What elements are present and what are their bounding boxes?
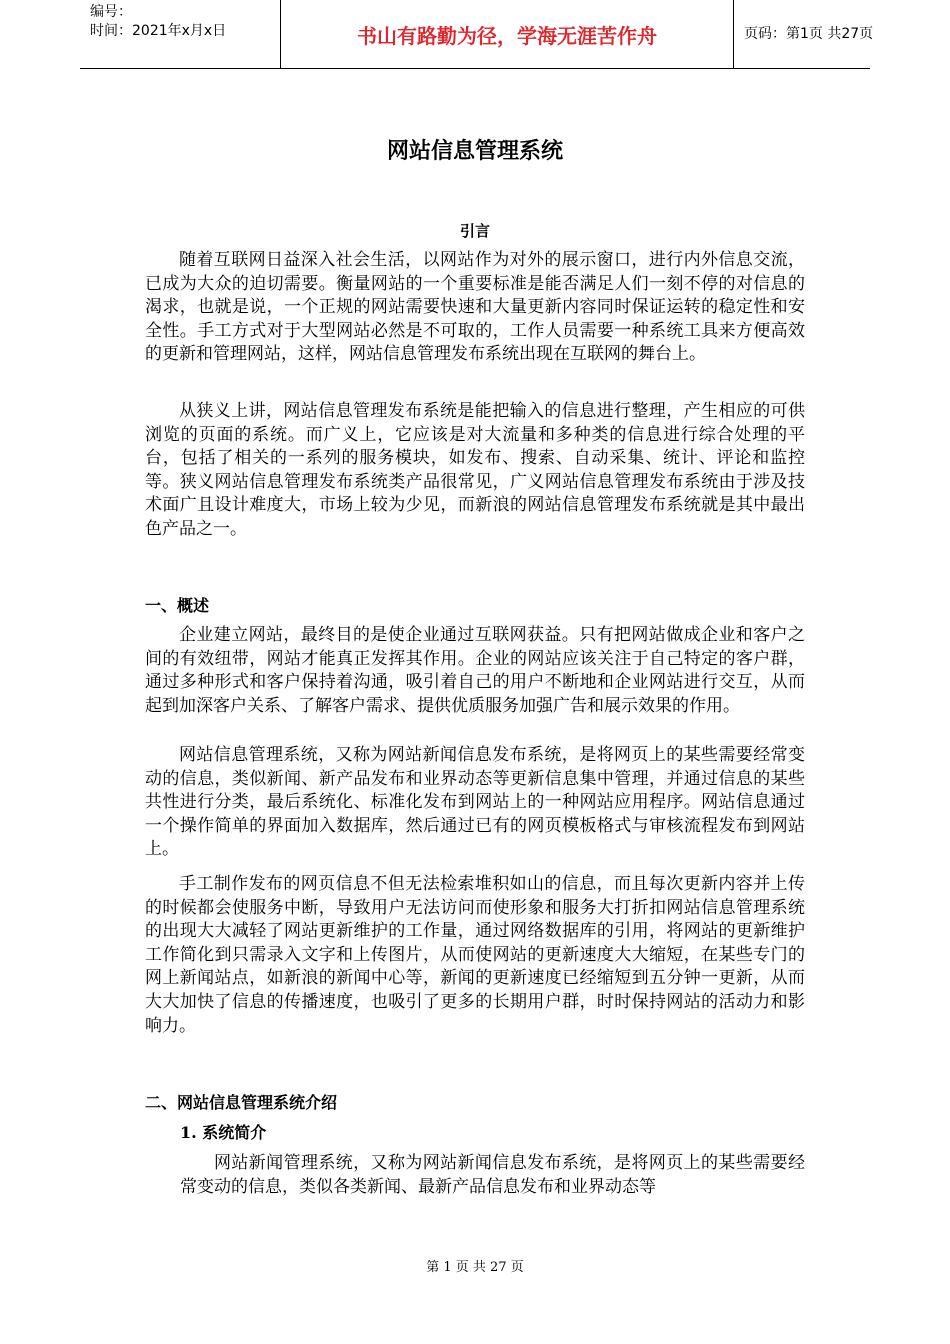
intro-heading: 引言 [459,222,490,240]
overview-paragraph-2: 网站信息管理系统，又称为网站新闻信息发布系统，是将网页上的某些需要经常变动的信息，类似新闻、新产品发布和业界动态等更新信息集中管理，并通过信息的某些共性进行分类，最后系统化、标准化发布到网站上的一种网站应用程序。网站信息通过一个操作简单的界面加入数据库，然后通过已有的网页模板格式与审核流程发布到网站上。 [145,745,805,860]
page-footer: 第 1 页 共 27 页 [426,1260,524,1275]
document-title: 网站信息管理系统 [386,139,563,164]
intro-paragraph-2: 从狭义上讲，网站信息管理发布系统是能把输入的信息进行整理，产生相应的可供浏览的页面的系统。而广义上，它应该是对大流量和多种类的信息进行综合处理的平台，包括了相关的一系列的服务模块，如发布、搜索、自动采集、统计、评论和监控等。狭义网站信息管理发布系统类产品很常见，广义网站信息管理发布系统由于涉及技术面广且设计难度大，市场上较为少见，而新浪的网站信息管理发布系统就是其中最出色产品之一。 [145,401,805,539]
overview-paragraph-1: 企业建立网站，最终目的是使企业通过互联网获益。只有把网站做成企业和客户之间的有效纽带，网站才能真正发挥其作用。企业的网站应该关注于自己特定的客户群，通过多种形式和客户保持着沟通，吸引着自己的用户不断地和企业网站进行交互，从而起到加深客户关系、了解客户需求、提供优质服务加强广告和展示效果的作用。 [145,625,805,716]
subsection-heading-overview: 1. 系统简介 [180,1123,267,1142]
page-header [80,0,874,69]
section-heading-overview: 一、概述 [145,596,210,615]
overview-paragraph-3: 手工制作发布的网页信息不但无法检索堆积如山的信息，而且每次更新内容并上传的时候都会使服务中断，导致用户无法访问而使形象和服务大打折扣网站信息管理系统的出现大大减轻了网站更新维护的工作量，通过网络数据库的引用，将网站的更新维护工作简化到只需录入文字和上传图片，从而使网站的更新速度大大缩短，在某些专门的网上新闻站点，如新浪的新闻中心等，新闻的更新速度已经缩短到五分钟一更新，从而大大加快了信息的传播速度，也吸引了更多的长期用户群，时时保持网站的活动力和影响力。 [145,874,805,1036]
header-page-cell [734,0,874,68]
header-page-info: 页码：第1页 共27页 [744,26,874,42]
header-motto-cell [281,0,734,68]
section-heading-system-intro: 二、网站信息管理系统介绍 [145,1093,338,1112]
header-motto: 书山有路勤为径，学海无涯苦作舟 [357,24,657,48]
system-intro-paragraph-1: 网站新闻管理系统，又称为网站新闻信息发布系统，是将网页上的某些需要经常变动的信息，类似各类新闻、最新产品信息发布和业界动态等 [180,1153,805,1197]
intro-paragraph-1: 随着互联网日益深入社会生活，以网站作为对外的展示窗口，进行内外信息交流，已成为大众的迫切需要。衡量网站的一个重要标准是能否满足人们一刻不停的对信息的渴求，也就是说，一个正规的网站需要快速和大量更新内容同时保证运转的稳定性和安全性。手工方式对于大型网站必然是不可取的，工作人员需要一种系统工具来方便高效的更新和管理网站，这样，网站信息管理发布系统出现在互联网的舞台上。 [145,250,805,365]
header-meta-cell [80,0,281,68]
document-number-label: 编号： [90,4,132,20]
document-date: 时间：2021年x月x日 [90,23,227,39]
